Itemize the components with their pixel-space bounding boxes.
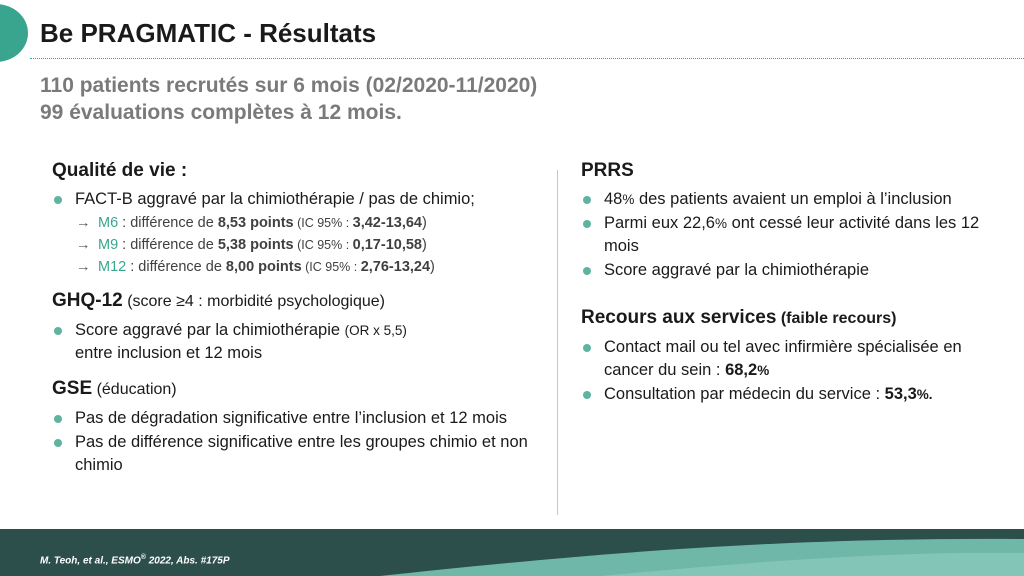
percent-sign: % [622, 192, 635, 207]
ghq-odds-ratio: (OR x 5,5) [344, 323, 407, 338]
qdv-sub-m9 [52, 234, 552, 256]
percent-sign: % [714, 216, 727, 231]
ghq-bullet-text-2: entre inclusion et 12 mois [75, 344, 263, 362]
ghq-bullet-text: Score aggravé par la chimiothérapie [75, 321, 345, 339]
sub-text: : différence de [126, 259, 226, 275]
timepoint-label: M12 [98, 259, 127, 275]
ghq-list [52, 319, 552, 365]
percent-sign: %. [916, 387, 933, 402]
arrow-icon: → [76, 237, 91, 253]
sub-end: ) [430, 259, 435, 275]
difference-value: 8,00 points [225, 259, 302, 275]
ghq-bullet [52, 319, 552, 365]
sub-text: : différence de [118, 237, 218, 253]
subtitle-line-1: 110 patients recrutés sur 6 mois (02/2020-11/2020) [40, 74, 538, 97]
subtitle-block [40, 72, 537, 126]
qdv-list [52, 188, 552, 211]
column-divider [557, 170, 558, 515]
citation-text-2: 2022, Abs. #175P [145, 555, 230, 566]
recours-bullet-text: Contact mail ou tel avec infirmière spécialisée en cancer du sein : [604, 338, 962, 379]
gse-list [52, 407, 552, 477]
prrs-stopped-value: Parmi eux 22,6 [604, 214, 715, 232]
sub-text: : différence de [118, 215, 218, 231]
prrs-bullet [581, 212, 1001, 258]
recours-doctor-value: 53,3 [884, 385, 917, 403]
ci-label: (IC 95% : [301, 260, 361, 274]
footer-wave [0, 529, 1024, 576]
section-title-gse [52, 376, 552, 403]
prrs-bullet: Score aggravé par la chimiothérapie [581, 259, 1001, 282]
ghq-note: (score ≥4 : morbidité psychologique) [122, 293, 385, 310]
gse-bullet: Pas de dégradation significative entre l’inclusion et 12 mois [52, 407, 552, 430]
ci-label: (IC 95% : [293, 238, 353, 252]
recours-nurse-value: 68,2 [725, 361, 758, 379]
recours-bullet [581, 383, 1001, 406]
timepoint-label: M9 [98, 237, 119, 253]
recours-bullet-text: Consultation par médecin du service : [604, 385, 885, 403]
gse-title: GSE [52, 378, 93, 399]
section-title-prrs: PRRS [581, 160, 634, 181]
ghq-title: GHQ-12 [52, 290, 123, 311]
title-divider [30, 58, 1024, 59]
prrs-bullet-text: des patients avaient un emploi à l’inclusion [634, 190, 952, 208]
prrs-employment-value: 48 [604, 190, 623, 208]
citation-text: M. Teoh, et al., ESMO [40, 555, 141, 566]
section-title-recours [581, 305, 1001, 332]
section-title-ghq12 [52, 288, 552, 315]
qdv-bullet [52, 188, 552, 211]
recours-note: (faible recours) [776, 310, 897, 327]
recours-bullet [581, 336, 1001, 382]
ci-range: 3,42-13,64 [352, 215, 422, 231]
right-column [581, 158, 1001, 407]
ci-range: 2,76-13,24 [360, 259, 431, 275]
recours-list [581, 336, 1001, 406]
title-accent-shape [0, 4, 28, 62]
prrs-bullet-text: ont cessé leur activité dans les 12 mois [604, 214, 980, 255]
citation [40, 554, 230, 566]
prrs-bullet [581, 188, 1001, 211]
difference-value: 8,53 points [217, 215, 294, 231]
sub-end: ) [421, 237, 427, 253]
slide-title: Be PRAGMATIC - Résultats [40, 18, 377, 48]
left-column [52, 158, 552, 478]
percent-sign: % [757, 363, 770, 378]
arrow-icon: → [76, 215, 91, 231]
qdv-sub-m12 [52, 256, 552, 278]
section-title-qualite-de-vie: Qualité de vie : [52, 160, 188, 181]
ci-range: 0,17-10,58 [352, 237, 422, 253]
arrow-icon: → [76, 259, 91, 275]
timepoint-label: M6 [98, 215, 119, 231]
qdv-sub-m6 [52, 212, 552, 234]
gse-note: (éducation) [92, 381, 177, 398]
difference-value: 5,38 points [217, 237, 294, 253]
qdv-bullet-text: FACT-B aggravé par la chimiothérapie / pas de chimio; [75, 190, 475, 208]
subtitle-line-2: 99 évaluations complètes à 12 mois. [40, 101, 402, 124]
prrs-list [581, 188, 1001, 282]
sub-end: ) [421, 215, 427, 231]
gse-bullet: Pas de différence significative entre les groupes chimio et non chimio [52, 431, 552, 477]
ci-label: (IC 95% : [293, 216, 353, 230]
registered-mark: ® [140, 553, 146, 561]
recours-title: Recours aux services [581, 307, 777, 328]
